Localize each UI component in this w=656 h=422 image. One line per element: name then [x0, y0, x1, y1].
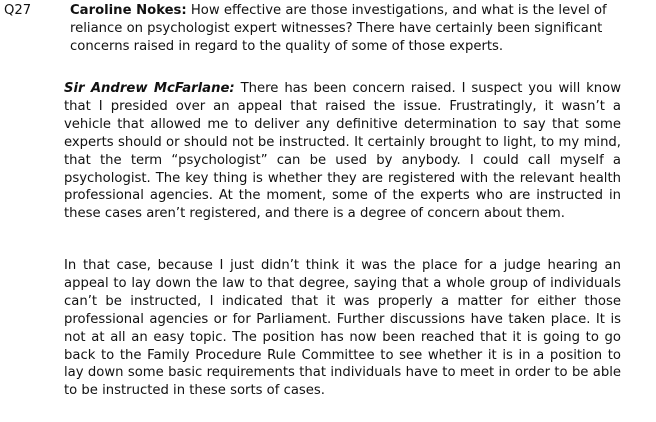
answer-paragraph-1 [64, 80, 621, 223]
answer-paragraph-2 [64, 257, 621, 400]
question-number: Q27 [4, 3, 32, 18]
question-block [70, 2, 626, 56]
question-paragraph [70, 2, 626, 56]
question-text: How effective are those investigations, and what is the level of reliance on psychologist expert witnesses? There have certainly been significant concerns raised in regard to the quality of some of those experts. [70, 3, 607, 54]
answer-text-2: In that case, because I just didn’t think it was the place for a judge hearing an appeal to lay down the law to that degree, saying that a whole group of individuals can’t be instructed, I indicated that it was properly a matter for either those professional agencies or for Parliament. Further discussions have taken place. It is not at all an easy topic. The position has now been reached that it is going to go back to the Family Procedure Rule Committee to see whether it is in a position to lay down some basic requirements that individuals have to meet in order to be able to be instructed in these sorts of cases. [64, 258, 621, 399]
answer-paragraph-1-text [64, 80, 621, 223]
answer-text-1: There has been concern raised. I suspect you will know that I presided over an appeal that raised the issue. Frustratingly, it wasn’t a vehicle that allowed me to deliver any definitive determination to say that some experts should or should not be instructed. It certainly brought to light, to my mind, that the term “psychologist” can be used by anybody. I could call myself a psychologist. The key thing is whether they are registered with the relevant health professional agencies. At the moment, some of the experts who are instructed in these cases aren’t registered, and there is a degree of concern about them. [64, 81, 622, 222]
answer-speaker: Sir Andrew McFarlane: [64, 81, 235, 96]
question-speaker: Caroline Nokes: [70, 3, 187, 18]
